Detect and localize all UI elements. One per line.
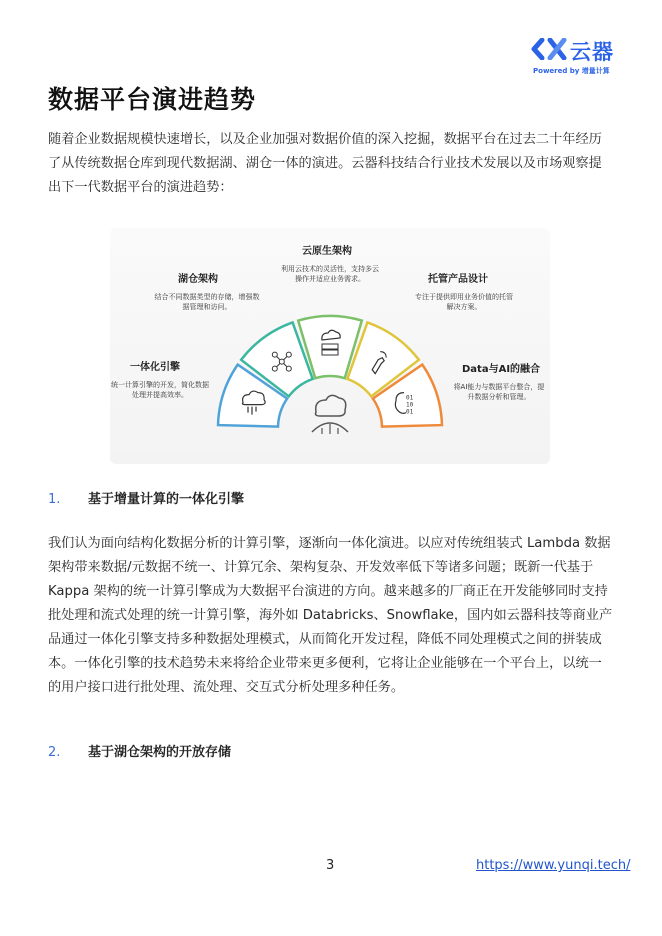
trend-title-unified-engine: 一体化引擎 xyxy=(130,362,180,373)
yunqi-logo[interactable] xyxy=(530,36,616,78)
page-title: 数据平台演进趋势 xyxy=(48,85,257,114)
logo-brand: 云器 xyxy=(570,40,614,64)
trend-title-lakehouse: 湖仓架构 xyxy=(178,274,218,285)
svg-text:10: 10 xyxy=(405,401,414,409)
section-1-body: 我们认为面向结构化数据分析的计算引擎，逐渐向一体化演进。以应对传统组装式 Lambda 数据架构带来数据/元数据不统一、计算冗余、架构复杂、开发效率低下等诸多问题；既新一代基于 Kappa 架构的统一计算引擎成为大数据平台演进的方向。越来越多的厂商正在开发能够同时支持批处理和流式处理的统一计算引擎，海外如 Databricks、Snowflake，国内如云器科技等商业产品通过一体化引擎支持多种数据处理模式，从而简化开发过程，降低不同处理模式之间的拼装成本。一体化引擎的技术趋势未来将给企业带来更多便利，它将让企业能够在一个平台上，以统一的用户接口进行批处理、流处理、交互式分析处理多种任务。 xyxy=(48,536,613,695)
trend-title-managed-product: 托管产品设计 xyxy=(428,274,488,285)
website-link[interactable]: https://www.yunqi.tech/ xyxy=(476,858,631,873)
logo-mark-icon xyxy=(530,38,570,60)
trend-desc-lakehouse: 结合不同数据类型的存储，增强数据管理和访问。 xyxy=(154,293,260,311)
trends-diagram xyxy=(110,228,550,464)
page-number: 3 xyxy=(326,858,335,873)
trend-desc-data-ai: 将AI能力与数据平台整合，提升数据分析和管理。 xyxy=(453,383,545,401)
trend-title-data-ai: Data与AI的融合 xyxy=(462,364,541,375)
trend-desc-cloud-native: 利用云技术的灵活性，支持多云操作并适应业务需求。 xyxy=(281,265,379,283)
section-1-heading xyxy=(48,488,244,507)
section-1-title: 基于增量计算的一体化引擎 xyxy=(88,492,245,507)
logo-powered-by: Powered by 增量计算 xyxy=(533,67,610,75)
section-1-number: 1. xyxy=(48,492,61,507)
section-2-heading xyxy=(48,741,231,760)
svg-text:01: 01 xyxy=(405,394,414,402)
trend-title-cloud-native: 云原生架构 xyxy=(302,246,352,257)
section-2-title: 基于湖仓架构的开放存储 xyxy=(88,745,232,760)
trend-desc-managed-product: 专注于提供即用业务价值的托管解决方案。 xyxy=(415,293,513,311)
intro-paragraph: 随着企业数据规模快速增长，以及企业加强对数据价值的深入挖掘，数据平台在过去二十年经历了从传统数据仓库到现代数据湖、湖仓一体的演进。云器科技结合行业技术发展以及市场观察提出下一代数据平台的演进趋势： xyxy=(48,132,602,195)
trend-desc-unified-engine: 统一计算引擎的开发，简化数据处理并提高效率。 xyxy=(111,381,209,399)
svg-text:01: 01 xyxy=(405,408,414,416)
section-2-number: 2. xyxy=(48,745,61,760)
